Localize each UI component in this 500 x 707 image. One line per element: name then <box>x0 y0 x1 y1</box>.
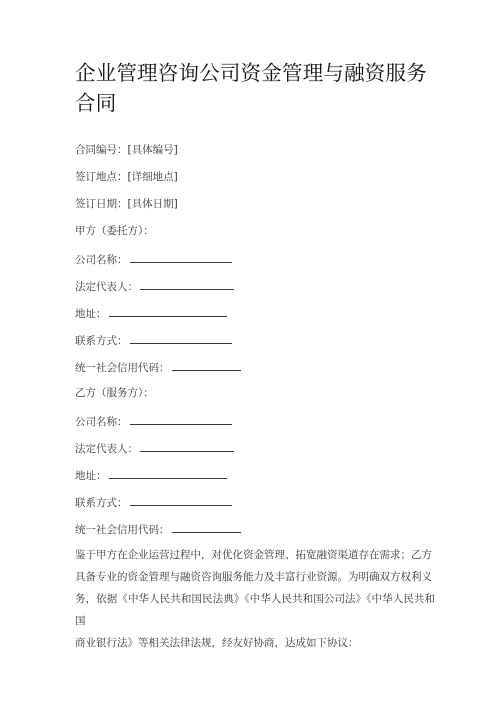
party-b-company-label: 公司名称： <box>75 416 128 428</box>
intro-line: 商业银行法》等相关法律法规，经友好协商，达成如下协议： <box>75 637 359 649</box>
party-a-contact-row <box>75 332 435 359</box>
party-b-address-row <box>75 467 435 494</box>
sign-date: 签订日期：[具体日期] <box>75 198 178 210</box>
party-b-contact-row <box>75 494 435 521</box>
party-b-credit-code-label: 统一社会信用代码： <box>75 524 170 536</box>
party-a-address-blank <box>109 305 227 317</box>
party-a-legal-rep-label: 法定代表人： <box>75 281 138 293</box>
intro-paragraph <box>75 544 435 654</box>
party-b-company-blank <box>130 413 232 425</box>
intro-line: 务，依据《中华人民共和国民法典》《中华人民共和国公司法》《中华人民共和国 <box>75 593 435 627</box>
party-a-credit-code-blank <box>172 359 241 371</box>
party-a-credit-code-label: 统一社会信用代码： <box>75 362 170 374</box>
party-a-legal-rep-row <box>75 278 435 305</box>
sign-place: 签订地点：[详细地点] <box>75 171 178 183</box>
party-b-legal-rep-label: 法定代表人： <box>75 443 138 455</box>
party-a-company-label: 公司名称： <box>75 254 128 266</box>
party-b-address-blank <box>109 467 227 479</box>
intro-line: 具备专业的资金管理与融资咨询服务能力及丰富行业资源。为明确双方权利义 <box>75 571 432 583</box>
intro-line: 鉴于甲方在企业运营过程中，对优化资金管理、拓宽融资渠道存在需求；乙方 <box>75 549 432 561</box>
party-b-legal-rep-row <box>75 440 435 467</box>
party-b-contact-blank <box>130 494 232 506</box>
contract-page <box>75 58 435 654</box>
party-b-credit-code-blank <box>172 521 241 533</box>
party-a-legal-rep-blank <box>140 278 234 290</box>
party-a-heading: 甲方（委托方）： <box>75 225 154 237</box>
party-a-company-row <box>75 251 435 278</box>
party-b-contact-label: 联系方式： <box>75 497 128 509</box>
party-b-company-row <box>75 413 435 440</box>
party-a-address-row <box>75 305 435 332</box>
party-b-legal-rep-blank <box>140 440 234 452</box>
document-title: 企业管理咨询公司资金管理与融资服务合同 <box>75 61 427 115</box>
contract-number: 合同编号：[具体编号] <box>75 144 178 156</box>
party-a-company-blank <box>130 251 232 263</box>
party-a-contact-label: 联系方式： <box>75 335 128 347</box>
party-a-contact-blank <box>130 332 232 344</box>
party-b-heading: 乙方（服务方）： <box>75 387 154 399</box>
party-a-address-label: 地址： <box>75 308 107 320</box>
party-a-credit-code-row <box>75 359 435 386</box>
party-b-address-label: 地址： <box>75 470 107 482</box>
